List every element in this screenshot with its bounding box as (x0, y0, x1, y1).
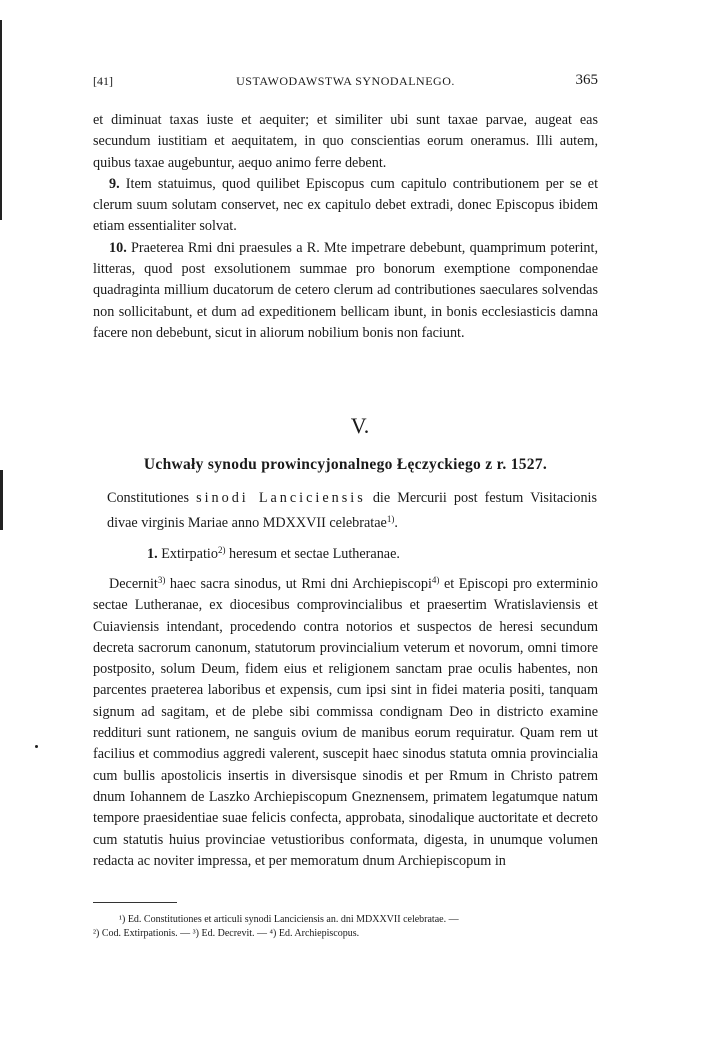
subheading-text-a: Extirpatio (161, 546, 218, 562)
header-reference: [41] (93, 74, 113, 88)
paragraph-continuation (93, 110, 598, 174)
scan-edge-mark (0, 20, 2, 220)
footnote-2: ²) Cod. Extirpationis. — ³) Ed. Decrevit. — ⁴) Ed. Archiepiscopus. (93, 928, 360, 939)
paragraph-number: 9. (109, 175, 120, 192)
header-title: USTAWODAWSTWA SYNODALNEGO. (236, 74, 455, 88)
constitutiones-post: die Mercurii post festum Visitacionis divae virginis Mariae anno MDXXVII celebratae (107, 490, 597, 531)
section-numeral: V. (350, 413, 370, 438)
subheading (147, 545, 400, 563)
paragraph-text: Praeterea Rmi dni praesules a R. Mte impetrare debebunt, quamprimum poterint, litteras, quod post exsolutionem summae pro bonorum exemptione componendae quadraginta millium ducatorum de cetero clerum ad contributiones saeculares solvendas non sollicitabunt, et dum ad expeditionem bellicam ibunt, in bonis ecclesiasticis damna facere non debebunt, sicut in aliorum nobilium bonis non faciunt. (93, 239, 599, 341)
scan-edge-mark (0, 470, 3, 530)
section-heading: Uchwały synodu prowincyjonalnego Łęczyckiego z r. 1527. (143, 456, 548, 473)
subheading-text-b: heresum et sectae Lutheranae. (228, 546, 400, 562)
constitutiones-spaced: sinodi Lanciciensis (196, 490, 366, 506)
paragraph-10 (93, 238, 598, 344)
footnote-ref: 3) (157, 575, 166, 585)
footnote-1: ¹) Ed. Constitutiones et articuli synodi Lanciciensis an. dni MDXXVII celebratae. — (119, 914, 459, 925)
paragraph-number: 10. (109, 239, 127, 256)
footnotes (93, 913, 598, 941)
paragraph-decernit (93, 570, 598, 872)
footnote-ref: 1) (386, 513, 395, 524)
constitutiones-title: Constitutiones sinodi Lanciciensis die Mercurii post festum Visitacionis divae virginis Mariae anno MDXXVII celebratae$^{1)}$. (107, 490, 597, 531)
scan-speck (35, 745, 38, 748)
footnote-ref: 4) (431, 575, 440, 585)
body-text: et Episcopi pro exterminio sectae Lutheranae, ex diocesibus comprovincialibus et praesertim Wratislaviensis et Cuiaviensis intendant, procedendo contra notorios et suspectos de heresi secundum decreta sacrorum canonum, statutorum provincialium veterum et novorum, omni timore postposito, solum Deum, fidem eius et religionem sanctam prae oculis habentes, non parcentes praeterea laboribus et expensis, cum ipsi sint in fidei materia positi, tanquam signum ad sagitam, et de plebe sibi commissa condignam Deo in districto examine redditurі sunt rationem, ne sanguis ovium de manibus eorum requiratur. Quam rem ut facilius et commodius aggredi valerent, suscepit haec sinodus statuta omnia provincialia cum bullis apostolicis insertis in diversisque sinodis et per Rmum in Christo patrem dnum Iohannem de Laszko Archiepiscopum Gneznensem, primatem legatumque natum tempore praesidentiae suae felicis confecta, approbata, sinodalique auctoritate et decreto cum statutis huius provinciae vetustioribus conformata, digesta, in unumque volumen redacta ac noviter impressa, et per memoratum dnum Archiepiscopum in (93, 576, 598, 869)
body-paragraph (93, 570, 598, 872)
paragraph-text: et diminuat taxas iuste et aequiter; et similiter ubi sunt taxae parvae, augeat eas secundum iustitiam et aequitatem, in quo conscientias eorum oneramus. Illi autem, quibus taxae augebuntur, aequo animo ferre debent. (93, 112, 598, 171)
subheading-number: 1. (147, 546, 158, 562)
page-number: 365 (575, 72, 598, 88)
paragraph-text: Item statuimus, quod quilibet Episcopus cum capitulo contributionem per se et clerum suum solutam conservet, nec ex capitulo debet extradi, donec Episcopus ibidem etiam essentialiter solvat. (93, 175, 599, 235)
running-header (93, 72, 598, 94)
footnote-divider (93, 902, 177, 903)
constitutiones-pre: Constitutiones (107, 490, 189, 506)
footnote-ref: 2) (217, 545, 226, 555)
body-text: haec sacra sinodus, ut Rmi dni Archiepiscopi (165, 576, 432, 592)
body-text: Decernit (109, 576, 158, 592)
paragraphs-top (93, 110, 598, 344)
paragraph-9 (93, 174, 598, 238)
